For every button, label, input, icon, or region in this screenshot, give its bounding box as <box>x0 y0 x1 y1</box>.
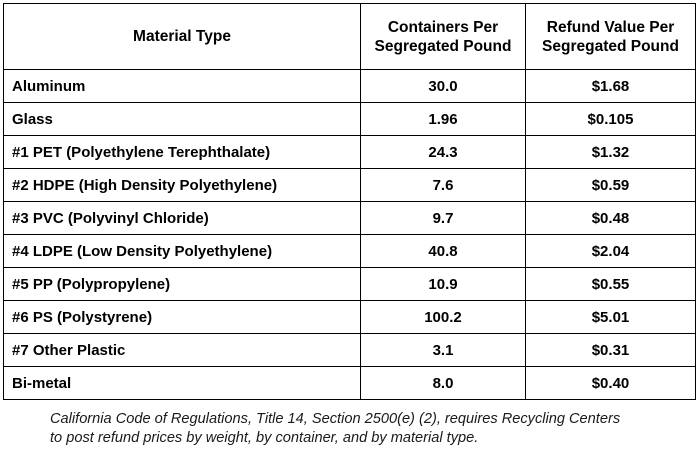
containers-cell: 8.0 <box>361 367 526 400</box>
refund-cell: $1.32 <box>526 136 696 169</box>
refund-cell: $5.01 <box>526 301 696 334</box>
material-cell: Bi-metal <box>4 367 361 400</box>
refund-cell: $0.55 <box>526 268 696 301</box>
material-cell: #5 PP (Polypropylene) <box>4 268 361 301</box>
header-material-type: Material Type <box>4 4 361 70</box>
refund-cell: $0.59 <box>526 169 696 202</box>
refund-cell: $0.40 <box>526 367 696 400</box>
table-row <box>4 268 696 301</box>
table-row <box>4 70 696 103</box>
table-header-row <box>4 4 696 70</box>
table-row <box>4 301 696 334</box>
containers-cell: 3.1 <box>361 334 526 367</box>
header-containers-per-pound: Containers Per Segregated Pound <box>361 4 526 70</box>
material-cell: #2 HDPE (High Density Polyethylene) <box>4 169 361 202</box>
material-cell: #6 PS (Polystyrene) <box>4 301 361 334</box>
material-cell: #7 Other Plastic <box>4 334 361 367</box>
refund-cell: $0.31 <box>526 334 696 367</box>
table-row <box>4 235 696 268</box>
refund-value-table <box>3 3 696 400</box>
refund-cell: $0.105 <box>526 103 696 136</box>
material-cell: Glass <box>4 103 361 136</box>
containers-cell: 9.7 <box>361 202 526 235</box>
caption-line-1: California Code of Regulations, Title 14, Section 2500(e) (2), requires Recycling Centers <box>50 411 621 427</box>
containers-cell: 1.96 <box>361 103 526 136</box>
refund-table-container <box>3 3 695 400</box>
containers-cell: 100.2 <box>361 301 526 334</box>
containers-cell: 30.0 <box>361 70 526 103</box>
caption-line-2: to post refund prices by weight, by container, and by material type. <box>50 430 479 446</box>
table-row <box>4 169 696 202</box>
material-cell: #1 PET (Polyethylene Terephthalate) <box>4 136 361 169</box>
table-row <box>4 202 696 235</box>
table-row <box>4 367 696 400</box>
refund-cell: $1.68 <box>526 70 696 103</box>
material-cell: #3 PVC (Polyvinyl Chloride) <box>4 202 361 235</box>
table-row <box>4 334 696 367</box>
containers-cell: 10.9 <box>361 268 526 301</box>
regulation-caption <box>50 410 698 448</box>
containers-cell: 7.6 <box>361 169 526 202</box>
table-row <box>4 136 696 169</box>
containers-cell: 40.8 <box>361 235 526 268</box>
refund-cell: $2.04 <box>526 235 696 268</box>
table-row <box>4 103 696 136</box>
refund-cell: $0.48 <box>526 202 696 235</box>
material-cell: #4 LDPE (Low Density Polyethylene) <box>4 235 361 268</box>
material-cell: Aluminum <box>4 70 361 103</box>
header-refund-value-per-pound: Refund Value Per Segregated Pound <box>526 4 696 70</box>
containers-cell: 24.3 <box>361 136 526 169</box>
